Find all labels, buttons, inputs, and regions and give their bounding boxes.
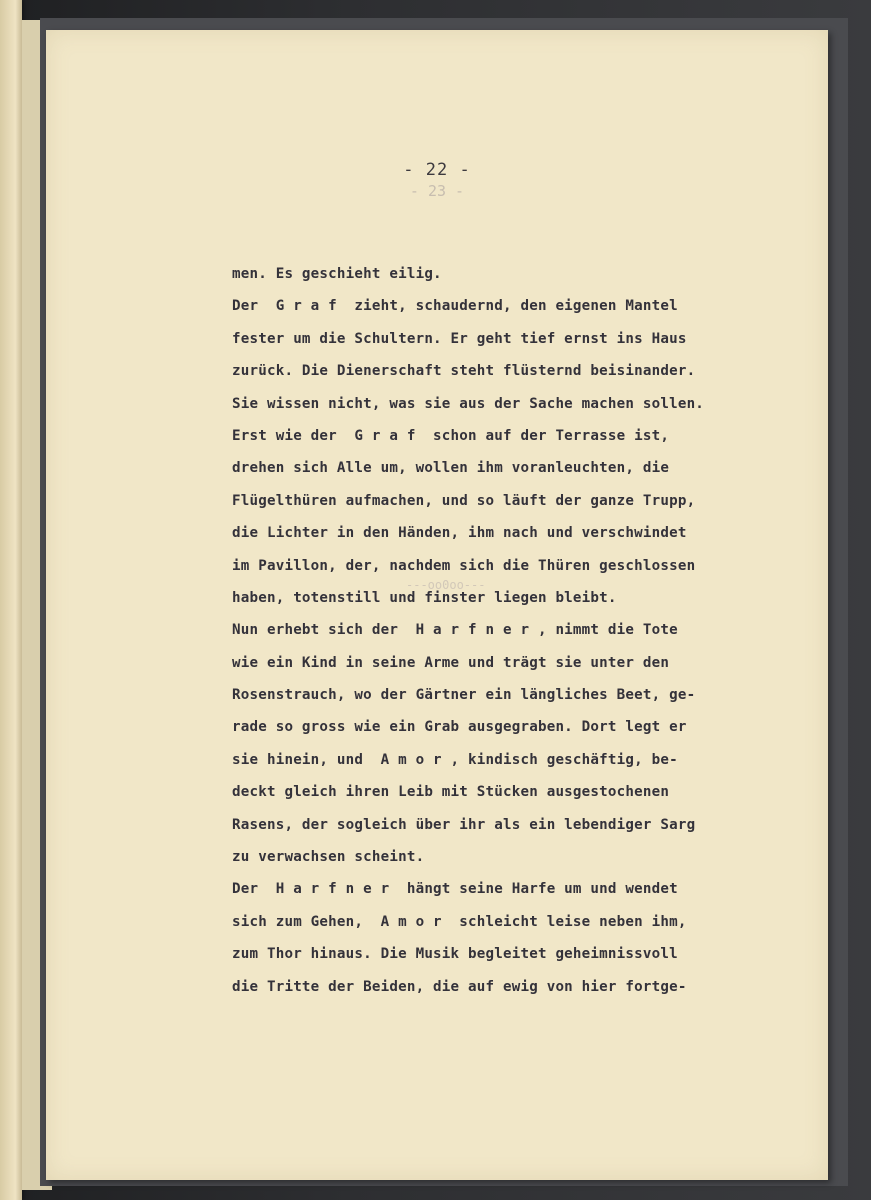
text-line: Flügelthüren aufmachen, und so läuft der ganze Trupp, xyxy=(232,492,696,509)
text-line: die Lichter in den Händen, ihm nach und verschwindet xyxy=(232,525,687,542)
text-line: fester um die Schultern. Er geht tief ernst ins Haus xyxy=(232,330,687,347)
text-line: drehen sich Alle um, wollen ihm voranleuchten, die xyxy=(232,460,670,477)
text-line: deckt gleich ihren Leib mit Stücken ausgestochenen xyxy=(232,784,670,801)
text-line: wie ein Kind in seine Arme und trägt sie unter den xyxy=(232,654,670,671)
show-through-divider: ---oo0oo--- xyxy=(406,578,486,592)
show-through-page-number: - 23 - xyxy=(409,182,465,200)
text-line: Der G r a f zieht, schaudernd, den eigenen Mantel xyxy=(232,298,678,315)
document-page xyxy=(46,30,828,1180)
text-line: zum Thor hinaus. Die Musik begleitet geheimnissvoll xyxy=(232,946,678,963)
text-line: haben, totenstill und finster liegen bleibt. xyxy=(232,589,617,606)
text-line: Sie wissen nicht, was sie aus der Sache machen sollen. xyxy=(232,395,705,412)
text-line: men. Es geschieht eilig. xyxy=(232,266,442,282)
text-line: zurück. Die Dienerschaft steht flüsternd beisinander. xyxy=(232,363,696,380)
text-line: Der H a r f n e r hängt seine Harfe um und wendet xyxy=(232,881,678,898)
text-line: zu verwachsen scheint. xyxy=(232,849,425,866)
text-line: im Pavillon, der, nachdem sich die Thüren geschlossen xyxy=(232,557,696,574)
text-line: Nun erhebt sich der H a r f n e r , nimmt die Tote xyxy=(232,622,678,639)
text-line: die Tritte der Beiden, die auf ewig von hier fortge- xyxy=(232,978,687,995)
text-line: Rosenstrauch, wo der Gärtner ein längliches Beet, ge- xyxy=(232,687,696,704)
page-number: - 22 - xyxy=(403,160,471,180)
text-line: Erst wie der G r a f schon auf der Terrasse ist, xyxy=(232,427,670,444)
text-line: rade so gross wie ein Grab ausgegraben. Dort legt er xyxy=(232,719,687,736)
typed-text-block xyxy=(232,258,792,1003)
text-line: Rasens, der sogleich über ihr als ein lebendiger Sarg xyxy=(232,816,696,833)
previous-page-edge xyxy=(0,0,22,1200)
text-line: sich zum Gehen, A m o r schleicht leise neben ihm, xyxy=(232,913,687,930)
text-line: sie hinein, und A m o r , kindisch geschäftig, be- xyxy=(232,751,678,768)
